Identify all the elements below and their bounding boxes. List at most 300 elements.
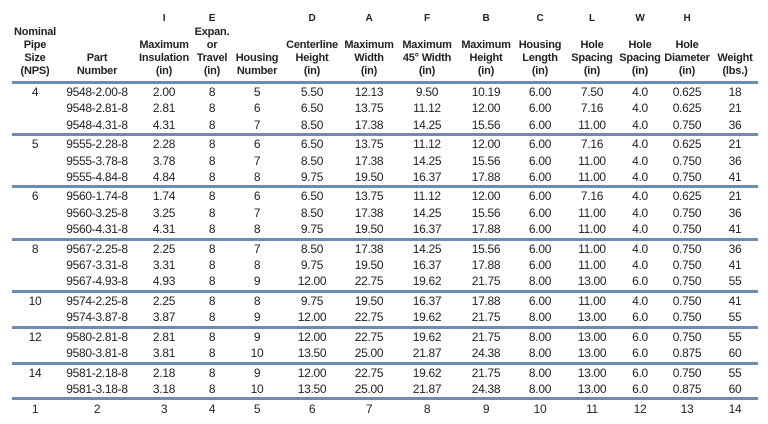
value-cell: 8	[192, 381, 232, 399]
part-number-cell: 9581-3.18-8	[58, 381, 136, 399]
value-cell: 8	[232, 221, 282, 239]
value-cell: 21.87	[396, 345, 458, 363]
value-cell: 4.0	[632, 189, 648, 204]
value-cell: 8.00	[514, 273, 566, 291]
value-cell: 22.75	[342, 273, 396, 291]
column-letter: I	[162, 13, 166, 24]
value-cell: 7	[253, 205, 261, 220]
value-cell: 7	[232, 117, 282, 135]
value-cell: 21.75	[458, 273, 514, 291]
value-cell: 8.50	[300, 241, 324, 256]
table-row	[12, 205, 758, 221]
value-cell: 0.625	[672, 137, 702, 152]
value-cell: 13.75	[354, 101, 384, 116]
value-cell: 6.0	[618, 273, 662, 291]
value-cell: 7.16	[580, 189, 604, 204]
column-letter: C	[536, 13, 544, 24]
value-cell: 10.19	[471, 85, 501, 99]
value-cell: 8	[208, 293, 216, 308]
value-cell: 18	[728, 85, 742, 99]
column-header: Part Number	[58, 26, 136, 83]
value-cell: 11.00	[566, 169, 618, 187]
value-cell: 22.75	[342, 309, 396, 327]
nps-cell	[12, 273, 58, 291]
value-cell: 6.00	[528, 205, 552, 220]
column-header: Hole Spacing (in)	[566, 26, 618, 83]
nps-cell	[12, 169, 58, 187]
value-cell: 15.56	[471, 241, 501, 256]
value-cell: 8	[208, 329, 216, 344]
value-cell: 8	[208, 137, 216, 152]
value-cell: 3.25	[152, 205, 176, 220]
column-letter: H	[683, 13, 691, 24]
column-number: 5	[253, 401, 261, 416]
value-cell: 4.31	[136, 117, 192, 135]
value-cell: 13.00	[566, 273, 618, 291]
value-cell: 8	[192, 221, 232, 239]
table-row	[12, 169, 758, 187]
value-cell: 24.38	[458, 345, 514, 363]
nps-cell: 5	[31, 137, 39, 152]
part-number-cell: 9567-4.93-8	[58, 273, 136, 291]
column-letter: E	[208, 13, 216, 24]
value-cell: 0.750	[672, 293, 702, 308]
value-cell: 4.0	[632, 205, 648, 220]
part-number-cell: 9548-2.00-8	[66, 85, 128, 99]
value-cell: 6.00	[514, 221, 566, 239]
value-cell: 8.00	[514, 381, 566, 399]
table-row	[12, 309, 758, 327]
column-letter	[712, 12, 758, 26]
value-cell: 0.875	[662, 345, 712, 363]
value-cell: 13.75	[354, 189, 384, 204]
value-cell: 21	[728, 101, 742, 116]
value-cell: 16.37	[396, 221, 458, 239]
value-cell: 9	[253, 329, 261, 344]
column-header: Hole Spacing (in)	[618, 26, 662, 83]
value-cell: 6.00	[528, 101, 552, 116]
value-cell: 11.00	[566, 117, 618, 135]
value-cell: 11.00	[578, 153, 606, 168]
column-number-row	[12, 399, 758, 417]
value-cell: 21.75	[471, 365, 501, 380]
value-cell: 19.62	[412, 365, 442, 380]
value-cell: 9.50	[415, 85, 439, 99]
table-row	[12, 83, 758, 101]
column-letter: D	[308, 13, 316, 24]
value-cell: 7.16	[580, 101, 604, 116]
value-cell: 2.25	[152, 293, 176, 308]
value-cell: 12.00	[471, 189, 501, 204]
value-cell: 7.50	[580, 85, 604, 99]
value-cell: 36	[712, 117, 758, 135]
value-cell: 15.56	[471, 205, 501, 220]
table-row	[12, 221, 758, 239]
value-cell: 8.00	[528, 329, 552, 344]
table-row	[12, 257, 758, 273]
part-number-cell: 9580-2.81-8	[66, 329, 128, 344]
value-cell: 9.75	[300, 293, 324, 308]
value-cell: 2.18	[152, 365, 176, 380]
value-cell: 14.25	[396, 117, 458, 135]
value-cell: 21.75	[458, 309, 514, 327]
value-cell: 60	[712, 345, 758, 363]
column-number: 6	[308, 401, 316, 416]
column-header: Maximum 45° Width (in)	[396, 26, 458, 83]
column-letter: F	[424, 13, 430, 24]
value-cell: 41	[712, 221, 758, 239]
value-cell: 4.0	[632, 85, 648, 99]
value-cell: 8	[192, 345, 232, 363]
value-cell: 9.75	[300, 258, 324, 273]
value-cell: 2.28	[152, 137, 176, 152]
value-cell: 8	[208, 85, 216, 99]
value-cell: 4.0	[618, 117, 662, 135]
part-number-cell: 9580-3.81-8	[58, 345, 136, 363]
value-cell: 16.37	[396, 169, 458, 187]
column-number: 2	[93, 401, 101, 416]
nps-cell	[12, 221, 58, 239]
column-number: 9	[482, 401, 490, 416]
value-cell: 4.0	[632, 137, 648, 152]
column-number: 13	[680, 401, 694, 416]
value-cell: 2.25	[152, 241, 176, 256]
value-cell: 8	[232, 169, 282, 187]
value-cell: 17.38	[354, 241, 384, 256]
value-cell: 1.74	[152, 189, 176, 204]
value-cell: 22.75	[354, 365, 384, 380]
value-cell: 8	[208, 101, 216, 116]
value-cell: 14.25	[412, 153, 442, 168]
column-number: 3	[160, 401, 168, 416]
value-cell: 5	[253, 85, 261, 99]
value-cell: 21.87	[396, 381, 458, 399]
value-cell: 4.0	[618, 221, 662, 239]
value-cell: 11.00	[566, 221, 618, 239]
value-cell: 0.625	[672, 85, 702, 99]
part-number-cell: 9560-4.31-8	[58, 221, 136, 239]
value-cell: 4.0	[632, 153, 648, 168]
value-cell: 8	[208, 365, 216, 380]
value-cell: 8	[192, 309, 232, 327]
value-cell: 0.750	[672, 241, 702, 256]
table-row	[12, 363, 758, 381]
value-cell: 0.750	[662, 221, 712, 239]
value-cell: 55	[728, 365, 742, 380]
value-cell: 14.25	[412, 241, 442, 256]
value-cell: 10	[232, 345, 282, 363]
value-cell: 55	[728, 329, 742, 344]
value-cell: 8	[208, 153, 216, 168]
part-number-cell: 9567-2.25-8	[66, 241, 128, 256]
value-cell: 0.625	[672, 189, 702, 204]
value-cell: 41	[712, 169, 758, 187]
value-cell: 22.75	[354, 329, 384, 344]
value-cell: 6.50	[300, 137, 324, 152]
part-number-cell: 9555-2.28-8	[66, 137, 128, 152]
value-cell: 6.0	[632, 365, 648, 380]
value-cell: 0.750	[672, 153, 702, 168]
value-cell: 5.50	[300, 85, 324, 99]
value-cell: 21	[728, 189, 742, 204]
value-cell: 11.00	[578, 241, 606, 256]
column-header: Centerline Height (in)	[282, 26, 342, 83]
table-row	[12, 117, 758, 135]
value-cell: 13.00	[566, 381, 618, 399]
value-cell: 19.50	[342, 221, 396, 239]
value-cell: 17.88	[458, 169, 514, 187]
value-cell: 8.50	[300, 153, 324, 168]
column-letter: B	[482, 13, 490, 24]
table-row	[12, 187, 758, 205]
value-cell: 8	[253, 293, 261, 308]
column-header: Nominal Pipe Size (NPS)	[12, 26, 58, 83]
part-number-cell: 9555-4.84-8	[58, 169, 136, 187]
value-cell: 25.00	[342, 381, 396, 399]
column-letter	[232, 12, 282, 26]
value-cell: 19.50	[342, 169, 396, 187]
nps-cell	[12, 309, 58, 327]
value-cell: 11.12	[413, 137, 441, 152]
column-number: 1	[31, 401, 39, 416]
part-number-cell: 9560-3.25-8	[66, 205, 128, 220]
value-cell: 17.38	[354, 153, 384, 168]
value-cell: 11.12	[413, 189, 441, 204]
value-cell: 16.37	[412, 293, 442, 308]
column-header: Housing Number	[232, 26, 282, 83]
column-letter	[12, 12, 58, 26]
value-cell: 13.00	[577, 329, 607, 344]
value-cell: 41	[728, 258, 742, 273]
column-letter: L	[589, 13, 595, 24]
value-cell: 8	[253, 258, 261, 273]
value-cell: 6.0	[618, 345, 662, 363]
value-cell: 6.0	[618, 309, 662, 327]
part-number-cell: 9567-3.31-8	[66, 258, 128, 273]
value-cell: 4.0	[632, 241, 648, 256]
value-cell: 12.00	[297, 365, 327, 380]
value-cell: 13.00	[566, 345, 618, 363]
value-cell: 15.56	[471, 153, 501, 168]
nps-cell	[12, 257, 58, 273]
column-letter: A	[365, 13, 373, 24]
nps-cell	[12, 381, 58, 399]
value-cell: 7	[253, 241, 261, 256]
value-cell: 11.00	[578, 258, 606, 273]
nps-cell: 12	[28, 329, 42, 344]
table-row	[12, 153, 758, 169]
value-cell: 6.00	[514, 117, 566, 135]
value-cell: 13.00	[566, 309, 618, 327]
value-cell: 8.00	[514, 345, 566, 363]
table-row	[12, 273, 758, 291]
nps-cell	[12, 153, 58, 169]
value-cell: 4.0	[618, 169, 662, 187]
value-cell: 9	[232, 309, 282, 327]
value-cell: 6.00	[528, 293, 552, 308]
value-cell: 0.750	[672, 365, 702, 380]
column-header: Weight (lbs.)	[712, 26, 758, 83]
value-cell: 9	[232, 273, 282, 291]
value-cell: 12.00	[471, 101, 501, 116]
value-cell: 13.50	[282, 345, 342, 363]
value-cell: 8.50	[282, 117, 342, 135]
value-cell: 0.875	[662, 381, 712, 399]
part-number-cell: 9555-3.78-8	[66, 153, 128, 168]
value-cell: 0.625	[672, 101, 702, 116]
value-cell: 19.50	[354, 258, 384, 273]
part-number-cell: 9548-4.31-8	[58, 117, 136, 135]
value-cell: 6.0	[632, 329, 648, 344]
value-cell: 6.00	[528, 241, 552, 256]
column-number: 10	[533, 401, 547, 416]
value-cell: 0.750	[672, 205, 702, 220]
value-cell: 55	[712, 309, 758, 327]
value-cell: 4.84	[136, 169, 192, 187]
part-dimensions-table	[12, 12, 758, 417]
value-cell: 4.93	[136, 273, 192, 291]
value-cell: 9.75	[282, 221, 342, 239]
column-number: 11	[586, 401, 598, 416]
value-cell: 0.750	[672, 258, 702, 273]
value-cell: 60	[712, 381, 758, 399]
part-number-cell: 9574-2.25-8	[66, 293, 128, 308]
value-cell: 6.00	[528, 153, 552, 168]
value-cell: 4.0	[632, 258, 648, 273]
value-cell: 2.81	[152, 101, 176, 116]
value-cell: 8	[208, 205, 216, 220]
value-cell: 36	[728, 241, 742, 256]
part-number-cell: 9581-2.18-8	[66, 365, 128, 380]
nps-cell: 4	[31, 85, 39, 99]
value-cell: 0.750	[662, 117, 712, 135]
value-cell: 9.75	[282, 169, 342, 187]
value-cell: 6.00	[528, 189, 552, 204]
column-header-row	[12, 26, 758, 83]
value-cell: 17.38	[354, 205, 384, 220]
value-cell: 8.00	[528, 365, 552, 380]
value-cell: 6.00	[528, 137, 552, 152]
value-cell: 13.75	[354, 137, 384, 152]
value-cell: 0.750	[662, 169, 712, 187]
value-cell: 4.31	[136, 221, 192, 239]
value-cell: 8	[208, 258, 216, 273]
table-row	[12, 327, 758, 345]
nps-cell: 14	[28, 365, 42, 380]
value-cell: 11.12	[413, 101, 441, 116]
value-cell: 8.00	[514, 309, 566, 327]
value-cell: 2.00	[152, 85, 176, 99]
value-cell: 12.00	[282, 309, 342, 327]
nps-cell: 6	[31, 189, 39, 204]
column-header: Maximum Width (in)	[342, 26, 396, 83]
value-cell: 11.00	[578, 293, 606, 308]
value-cell: 8	[192, 117, 232, 135]
value-cell: 17.88	[458, 221, 514, 239]
column-header: Expan. or Travel (in)	[192, 26, 232, 83]
value-cell: 4.0	[632, 101, 648, 116]
value-cell: 24.38	[458, 381, 514, 399]
value-cell: 8	[192, 273, 232, 291]
table-row	[12, 291, 758, 309]
value-cell: 17.88	[471, 293, 501, 308]
value-cell: 3.87	[136, 309, 192, 327]
value-cell: 41	[728, 293, 742, 308]
value-cell: 12.13	[354, 85, 384, 99]
part-number-cell: 9548-2.81-8	[66, 101, 128, 116]
value-cell: 7.16	[580, 137, 604, 152]
value-cell: 19.62	[396, 273, 458, 291]
column-number: 12	[633, 401, 647, 416]
value-cell: 55	[712, 273, 758, 291]
table-row	[12, 135, 758, 153]
value-cell: 8.50	[300, 205, 324, 220]
value-cell: 19.62	[396, 309, 458, 327]
column-letter	[58, 12, 136, 26]
value-cell: 0.750	[662, 273, 712, 291]
value-cell: 11.00	[578, 205, 606, 220]
value-cell: 3.31	[152, 258, 176, 273]
value-cell: 36	[728, 205, 742, 220]
value-cell: 19.50	[354, 293, 384, 308]
value-cell: 17.88	[471, 258, 501, 273]
value-cell: 12.00	[297, 329, 327, 344]
column-number: 8	[423, 401, 431, 416]
value-cell: 12.00	[471, 137, 501, 152]
column-number: 4	[208, 401, 216, 416]
column-header: Maximum Insulation (in)	[136, 26, 192, 83]
nps-cell: 8	[31, 241, 39, 256]
column-number: 7	[365, 401, 373, 416]
value-cell: 19.62	[412, 329, 442, 344]
value-cell: 6.00	[528, 85, 552, 99]
value-cell: 6.50	[300, 101, 324, 116]
value-cell: 8	[208, 189, 216, 204]
value-cell: 6.0	[618, 381, 662, 399]
value-cell: 10	[232, 381, 282, 399]
nps-cell	[12, 205, 58, 221]
column-letter: W	[635, 13, 645, 24]
nps-cell	[12, 117, 58, 135]
value-cell: 3.18	[136, 381, 192, 399]
value-cell: 0.750	[662, 309, 712, 327]
nps-cell	[12, 345, 58, 363]
value-cell: 6.50	[300, 189, 324, 204]
column-letter-row	[12, 12, 758, 26]
value-cell: 8	[192, 169, 232, 187]
value-cell: 6.00	[528, 258, 552, 273]
value-cell: 14.25	[412, 205, 442, 220]
part-number-cell: 9560-1.74-8	[66, 189, 128, 204]
value-cell: 13.00	[577, 365, 607, 380]
column-header: Housing Length (in)	[514, 26, 566, 83]
table-row	[12, 239, 758, 257]
value-cell: 16.37	[412, 258, 442, 273]
value-cell: 6	[253, 137, 261, 152]
value-cell: 0.750	[672, 329, 702, 344]
value-cell: 17.38	[342, 117, 396, 135]
nps-cell	[12, 100, 58, 116]
value-cell: 12.00	[282, 273, 342, 291]
value-cell: 25.00	[342, 345, 396, 363]
value-cell: 15.56	[458, 117, 514, 135]
value-cell: 6	[253, 101, 261, 116]
value-cell: 9	[253, 365, 261, 380]
column-header: Hole Diameter (in)	[662, 26, 712, 83]
value-cell: 4.0	[632, 293, 648, 308]
column-number: 14	[728, 401, 742, 416]
part-number-cell: 9574-3.87-8	[58, 309, 136, 327]
